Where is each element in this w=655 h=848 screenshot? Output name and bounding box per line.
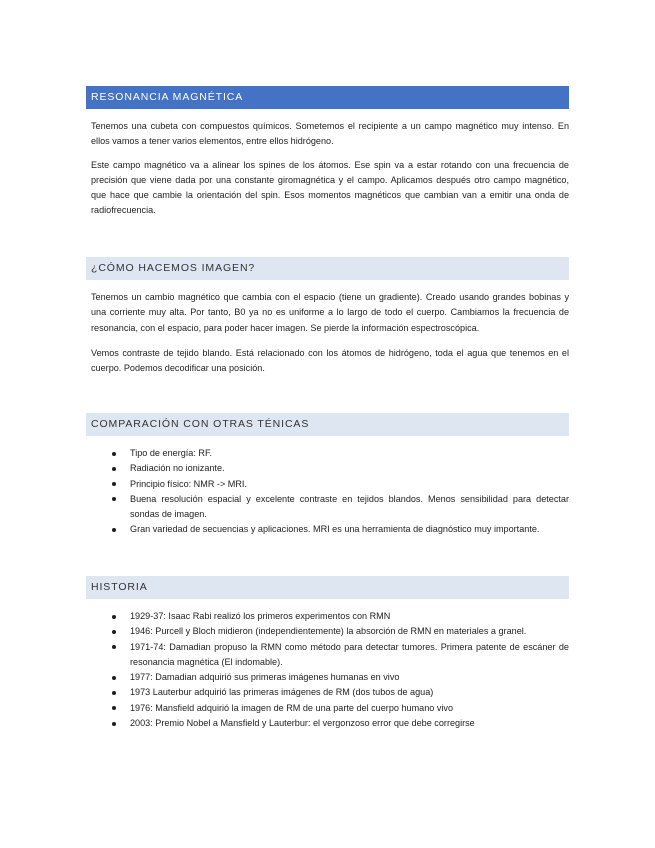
list-item: Principio físico: NMR -> MRI. bbox=[86, 477, 569, 492]
bullet-icon bbox=[112, 676, 116, 680]
list-item: 1929-37: Isaac Rabi realizó los primeros experimentos con RMN bbox=[86, 609, 569, 624]
bullet-icon bbox=[112, 482, 116, 486]
list-item: 1976: Mansfield adquirió la imagen de RM de una parte del cuerpo humano vivo bbox=[86, 701, 569, 716]
comparacion-list bbox=[86, 446, 569, 538]
section-heading-imagen: ¿CÓMO HACEMOS IMAGEN? bbox=[86, 257, 569, 280]
bullet-icon bbox=[112, 615, 116, 619]
bullet-icon bbox=[112, 452, 116, 456]
bullet-icon bbox=[112, 722, 116, 726]
paragraph-resonancia-1: Tenemos una cubeta con compuestos químicos. Sometemos el recipiente a un campo magnético muy intenso. En ellos vamos a tener varios elementos, entre ellos hidrógeno. bbox=[91, 121, 569, 147]
bullet-icon bbox=[112, 528, 116, 532]
list-item: 1946: Purcell y Bloch midieron (independientemente) la absorción de RMN en materiales a granel. bbox=[86, 624, 569, 639]
paragraph-resonancia-2: Este campo magnético va a alinear los spines de los átomos. Ese spin va a estar rotando con una frecuencia de precisión que viene dada por una constante giromagnética y el campo. Aplicamos después otro campo magnético, que hace que cambie la orientación del spin. Esos momentos magnéticos que cambian van a emitir una onda de radiofrecuencia. bbox=[91, 159, 569, 216]
bullet-icon bbox=[112, 691, 116, 695]
section-heading-comparacion: COMPARACIÓN CON OTRAS TÉNICAS bbox=[86, 413, 569, 436]
historia-list bbox=[86, 609, 569, 731]
list-item: 1977: Damadian adquirió sus primeras imágenes humanas en vivo bbox=[86, 670, 569, 685]
bullet-icon bbox=[112, 706, 116, 710]
list-item: 1971-74: Damadian propuso la RMN como método para detectar tumores. Primera patente de escáner de resonancia magnética (El indomable). bbox=[86, 640, 569, 671]
paragraph-imagen-1: Tenemos un cambio magnético que cambia con el espacio (tiene un gradiente). Creado usando grandes bobinas y una corriente muy alta. Por tanto, B0 ya no es uniforme a lo largo de todo el cuerpo. Cambiamos la frecuencia de resonancia, con el espacio, para poder hacer imagen. Se pierde la información espectroscópica. bbox=[91, 292, 569, 333]
bullet-icon bbox=[112, 467, 116, 471]
bullet-icon bbox=[112, 630, 116, 634]
list-item: Gran variedad de secuencias y aplicaciones. MRI es una herramienta de diagnóstico muy importante. bbox=[86, 522, 569, 537]
list-item: Buena resolución espacial y excelente contraste en tejidos blandos. Menos sensibilidad para detectar sondas de imagen. bbox=[86, 492, 569, 523]
list-item: 1973 Lauterbur adquirió las primeras imágenes de RM (dos tubos de agua) bbox=[86, 685, 569, 700]
paragraph-imagen-2: Vemos contraste de tejido blando. Está relacionado con los átomos de hidrógeno, toda el agua que tenemos en el cuerpo. Podemos decodificar una posición. bbox=[91, 347, 569, 374]
bullet-icon bbox=[112, 645, 116, 649]
section-imagen bbox=[86, 257, 569, 376]
section-heading-historia: HISTORIA bbox=[86, 576, 569, 599]
section-resonancia bbox=[86, 86, 569, 219]
list-item: Tipo de energía: RF. bbox=[86, 446, 569, 461]
section-historia bbox=[86, 576, 569, 731]
section-heading-resonancia: RESONANCIA MAGNÉTICA bbox=[86, 86, 569, 109]
list-item: Radiación no ionizante. bbox=[86, 461, 569, 476]
section-comparacion bbox=[86, 413, 569, 538]
list-item: 2003: Premio Nobel a Mansfield y Lauterbur: el vergonzoso error que debe corregirse bbox=[86, 716, 569, 731]
bullet-icon bbox=[112, 497, 116, 501]
